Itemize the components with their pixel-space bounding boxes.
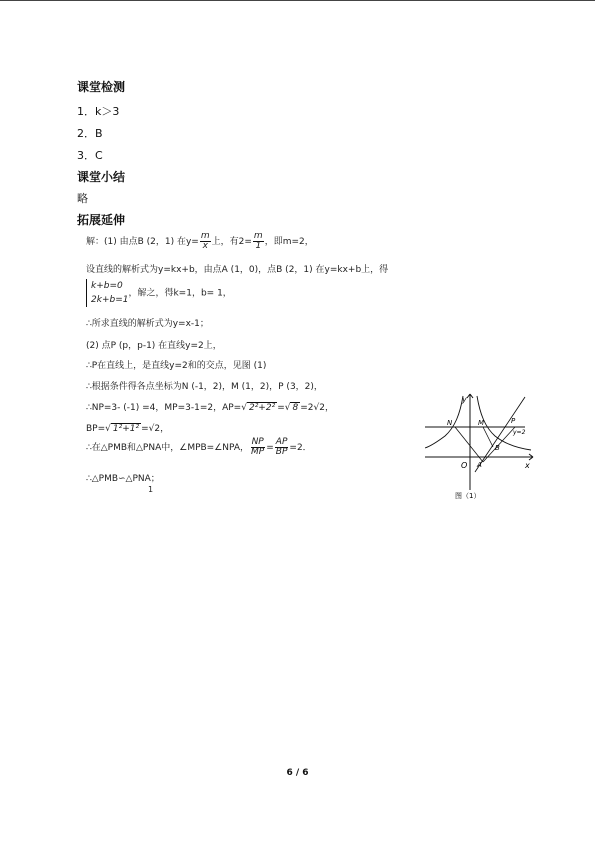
denominator: 1 — [255, 241, 262, 251]
equation-2: 2k+b=1 — [91, 295, 129, 305]
fraction-np-mp — [250, 438, 265, 457]
figure-caption: 图（1） — [455, 492, 481, 500]
sqrt-radicand: 1²+1² — [112, 424, 140, 434]
numerator: m — [200, 231, 210, 241]
label-n: N — [447, 419, 453, 427]
label-m: M — [478, 419, 485, 427]
fraction-m-over-1 — [253, 232, 264, 251]
hyperbola-branch-2 — [425, 396, 463, 448]
section-title-extension: 拓展延伸 — [77, 213, 126, 227]
fraction-m-over-x — [200, 232, 211, 251]
numerator: AP — [275, 437, 288, 447]
text: =2． — [289, 443, 312, 453]
equation-1: k+b=0 — [91, 281, 123, 291]
solution-line-9: BP=√ 1²+1² =√2， — [86, 424, 170, 434]
section-title-summary: 课堂小结 — [77, 170, 126, 184]
solution-line-11: ∴△PMB∽△PNA； — [86, 474, 160, 484]
solution-line-8: ∴NP=3- (-1) =4，MP=3-1=2，AP=√ 2²+2² =√ 8 =2√2， — [86, 403, 334, 413]
check-item-3: 3．C — [77, 149, 103, 162]
numerator: NP — [251, 437, 264, 447]
check-item-1: 1．k＞3 — [77, 105, 120, 118]
text: 解：(1) 由点B (2，1) 在y= — [86, 237, 199, 247]
summary-body: 略 — [77, 192, 88, 205]
text: 上，有2= — [211, 237, 252, 247]
label-y: y — [462, 395, 467, 404]
label-a: A — [477, 461, 482, 469]
text: = — [266, 443, 274, 453]
label-origin: O — [461, 461, 468, 470]
sqrt-radicand-1: 2²+2² — [248, 403, 276, 413]
section-title-check: 课堂检测 — [77, 80, 126, 94]
denominator: MP — [251, 447, 265, 457]
label-line-eq: y=2 — [513, 429, 526, 436]
solution-line-7: ∴根据条件得各点坐标为N (-1，2)，M (1，2)，P (3，2)， — [86, 382, 323, 392]
label-x: x — [525, 461, 530, 470]
solution-line-3 — [86, 279, 232, 307]
text: ∴在△PMB和△PNA中，∠MPB=∠NPA， — [86, 443, 250, 453]
text: =2√2， — [300, 403, 334, 413]
text: ，解之，得k=1，b= 1， — [128, 288, 232, 299]
text: =√2， — [141, 424, 170, 434]
fraction-ap-bp — [275, 438, 289, 457]
denominator: x — [202, 241, 208, 251]
hyperbola-branch-1 — [477, 396, 531, 450]
numerator: m — [253, 231, 263, 241]
segment-mb — [483, 427, 493, 447]
solution-line-4: ∴所求直线的解析式为y=x-1； — [86, 319, 209, 329]
page-number: 6 / 6 — [286, 768, 309, 778]
solution-line-6: ∴P在直线上，是直线y=2和的交点，见图 (1) — [86, 361, 267, 371]
text: ，即m=2， — [264, 237, 314, 247]
text: = — [277, 403, 285, 413]
denominator: BP — [275, 447, 288, 457]
label-p: P — [511, 417, 516, 425]
sqrt-radicand-2: 8 — [292, 403, 299, 413]
label-b: B — [495, 444, 500, 452]
text: ∴NP=3- (-1) =4，MP=3-1=2，AP= — [86, 403, 242, 413]
equation-system — [86, 279, 128, 307]
check-item-2: 2．B — [77, 127, 103, 140]
solution-line-2: 设直线的解析式为y=kx+b，由点A (1，0)，点B (2，1) 在y=kx+b上，得 — [86, 265, 389, 275]
solution-line-10 — [86, 438, 312, 457]
coordinate-figure — [425, 392, 535, 500]
text: BP= — [86, 424, 106, 434]
solution-line-1 — [86, 232, 314, 251]
top-rule — [0, 0, 595, 1]
solution-line-5: (2) 点P (p，p-1) 在直线y=2上， — [86, 341, 222, 351]
stray-mark: 1 — [148, 485, 154, 494]
